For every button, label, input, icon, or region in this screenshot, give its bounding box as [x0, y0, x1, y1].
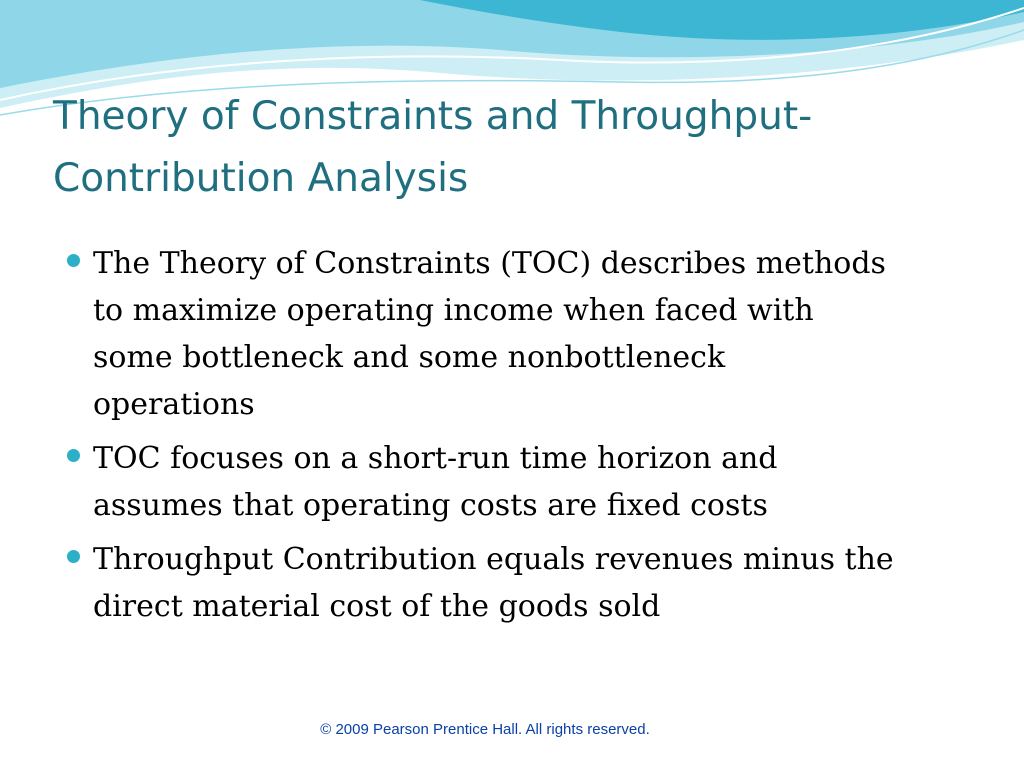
- bullet-text-line: some bottleneck and some nonbottleneck: [93, 340, 726, 375]
- bullet-list: [60, 240, 980, 637]
- bullet-text-line: operations: [93, 387, 255, 422]
- bullet-text-line: direct material cost of the goods sold: [93, 589, 661, 624]
- bullet-text-line: The Theory of Constraints (TOC) describes methods: [93, 246, 886, 281]
- bullet-text-line: to maximize operating income when faced with: [93, 293, 814, 328]
- title-line-1: Theory of Constraints and Throughput-: [53, 94, 813, 139]
- bullet-text-line: assumes that operating costs are fixed costs: [93, 488, 768, 523]
- bullet-marker-icon: [67, 254, 80, 267]
- title-line-2: Contribution Analysis: [53, 156, 469, 201]
- bullet-text-line: Throughput Contribution equals revenues minus the: [93, 542, 894, 577]
- bullet-item-toc-definition: [60, 240, 980, 428]
- bullet-item-toc-focus: [60, 435, 980, 529]
- bullet-marker-icon: [67, 550, 80, 563]
- copyright-footer: © 2009 Pearson Prentice Hall. All rights reserved.: [320, 721, 650, 738]
- bullet-item-throughput-contribution: [60, 536, 980, 630]
- bullet-text-line: TOC focuses on a short-run time horizon and: [93, 441, 778, 476]
- slide-title: [53, 86, 993, 210]
- bullet-marker-icon: [67, 449, 80, 462]
